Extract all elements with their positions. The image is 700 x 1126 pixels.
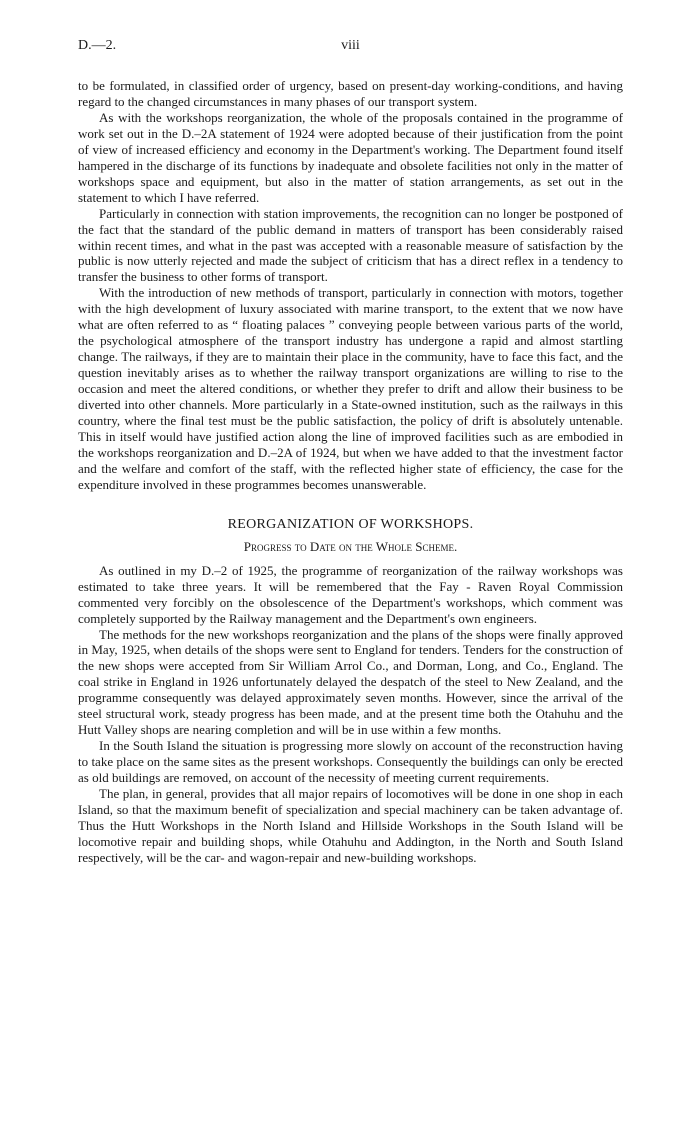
paragraph: The methods for the new workshops reorganization and the plans of the shops were finally approved in May, 1925, when details of the shops were sent to England for tenders. Tenders for the construction of the new shops were accepted from Sir William Arrol Co., and Dorman, Long, and Co., England. The coal strike in England in 1926 unfortunately delayed the despatch of the steel to New Zealand, and the programme consequently was delayed approximately seven months. However, since the arrival of the steel structural work, steady progress has been made, and at the present time both the Otahuhu and the Hutt Valley shops are nearing completion and will be in use within a few months.	[78, 626, 623, 738]
paragraph: Particularly in connection with station improvements, the recognition can no longer be postponed of the fact that the standard of the public demand in matters of transport has been considerably raised within recent times, and what in the past was accepted with a reasonable measure of satisfaction by the public is now utterly rejected and made the subject of criticism that has a direct reflex in a tendency to transfer the business to other forms of transport.	[78, 205, 623, 285]
page-body	[78, 78, 623, 866]
paragraph: In the South Island the situation is progressing more slowly on account of the reconstruction having to take place on the same sites as the present workshops. Consequently the buildings can only be erected as old buildings are removed, on account of the necessity of meeting current requirements.	[78, 738, 623, 786]
paragraph: As with the workshops reorganization, the whole of the proposals contained in the programme of work set out in the D.–2A statement of 1924 were adopted because of their justification from the point of view of increased efficiency and economy in the Department's working. The Department found itself hampered in the discharge of its functions by inadequate and obsolete facilities not only in the matter of workshops space and equipment, but also in the matter of station arrangements, as set out in the statement to which I have referred.	[78, 109, 623, 205]
paragraph: With the introduction of new methods of transport, particularly in connection with motors, together with the high development of luxury associated with marine transport, to the extent that we now have what are often referred to as “ floating palaces ” conveying people between various parts of the world, the psychological atmosphere of the transport industry has undergone a rapid and almost startling change. The railways, if they are to maintain their place in the community, have to face this fact, and the question inevitably arises as to whether the railway transport organizations are willing to rise to the occasion and meet the altered conditions, or whether they prefer to drift and allow their business to be diverted into other channels. More particularly in a State-owned institution, such as the railways in this country, where the final test must be the public satisfaction, the policy of drift is absolutely untenable. This in itself would have justified action along the line of improved facilities such as are embodied in the workshops reorganization and D.–2A of 1924, but when we have added to that the investment factor and the welfare and comfort of the staff, with the reflected higher state of efficiency, the case for the expenditure involved in these programmes becomes unanswerable.	[78, 285, 623, 492]
page-number: viii	[341, 38, 360, 53]
page-header	[78, 38, 623, 58]
paragraph: The plan, in general, provides that all major repairs of locomotives will be done in one shop in each Island, so that the maximum benefit of specialization and special machinery can be taken advantage of. Thus the Hutt Workshops in the North Island and Hillside Workshops in the South Island will be locomotive repair and building shops, while Otahuhu and Addington, in the North and South Island respectively, will be the car- and wagon-repair and new-building workshops.	[78, 786, 623, 865]
paragraph: As outlined in my D.–2 of 1925, the programme of reorganization of the railway workshops was estimated to take three years. It will be remembered that the Fay - Raven Royal Commission commented very forcibly on the obsolescence of the Department's workshops, which comment was completely supported by the Railway management and the Department's own engineers.	[78, 562, 623, 626]
section-heading: REORGANIZATION OF WORKSHOPS.	[227, 516, 474, 532]
section-subheading: Progress to Date on the Whole Scheme.	[243, 538, 458, 554]
document-reference: D.—2.	[78, 38, 117, 53]
paragraph: to be formulated, in classified order of urgency, based on present-day working-conditions, and having regard to the changed circumstances in many phases of our transport system.	[78, 78, 623, 109]
